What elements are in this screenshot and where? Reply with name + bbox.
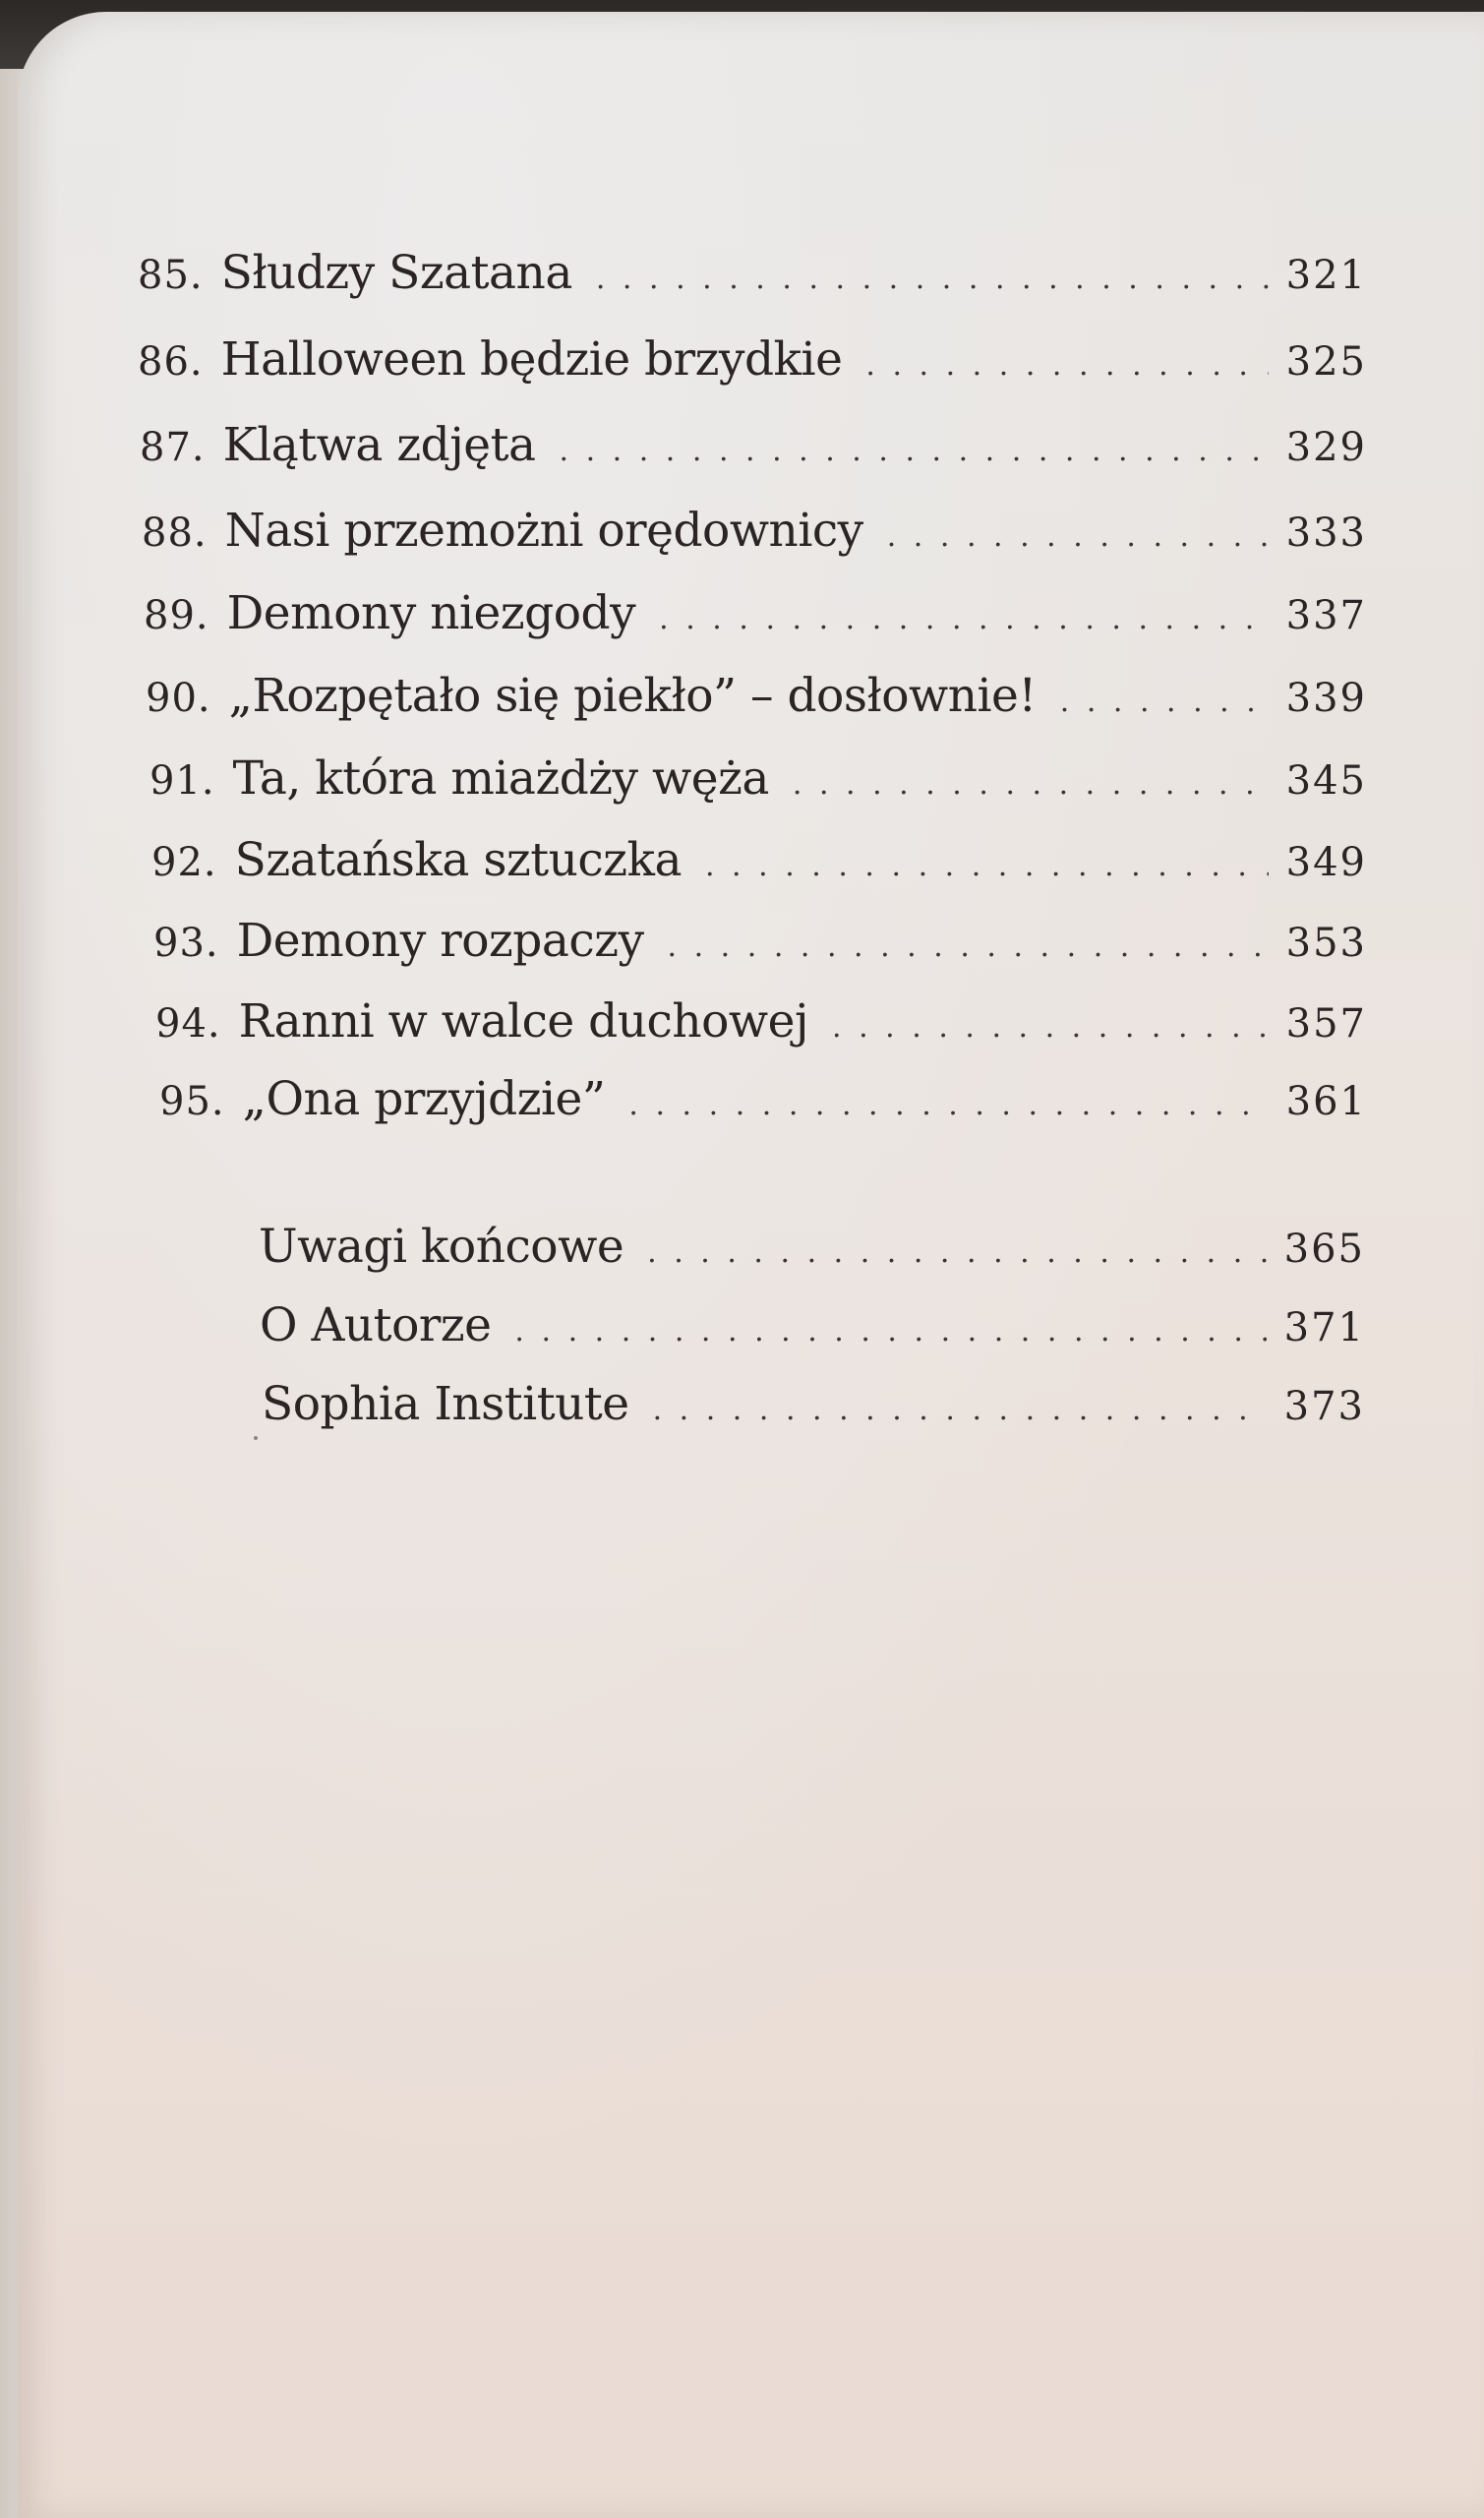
chapter-title: Ta, która miażdży węża xyxy=(232,751,769,806)
chapter-title: Demony rozpaczy xyxy=(236,914,644,968)
dot-leader xyxy=(668,929,1269,964)
section-title: Uwagi końcowe xyxy=(259,1220,624,1274)
section-title: O Autorze xyxy=(260,1298,492,1352)
chapter-number: 93. xyxy=(153,921,219,966)
page-number: 365 xyxy=(1283,1227,1365,1272)
dot-leader xyxy=(647,1235,1267,1270)
dot-leader xyxy=(832,1010,1269,1045)
dot-leader xyxy=(596,262,1269,296)
chapter-title: Halloween będzie brzydkie xyxy=(220,332,843,387)
page-number: 333 xyxy=(1285,510,1367,556)
toc-entry-endnotes xyxy=(259,1220,1365,1279)
chapter-title: Nasi przemożni orędownicy xyxy=(224,504,863,558)
chapter-number: 94. xyxy=(155,1001,221,1047)
book-page xyxy=(18,12,1484,2518)
toc-entry-92 xyxy=(151,833,1367,892)
dot-leader xyxy=(793,767,1269,802)
dot-leader xyxy=(1060,685,1269,719)
toc-entry-90 xyxy=(146,669,1367,728)
page-number: 353 xyxy=(1285,921,1367,966)
toc-entry-sophia-institute xyxy=(262,1377,1365,1436)
page-number: 361 xyxy=(1285,1079,1367,1124)
dot-leader xyxy=(653,1393,1267,1427)
toc-entry-87 xyxy=(140,418,1367,477)
page-number: 339 xyxy=(1285,676,1367,721)
toc-entry-85 xyxy=(138,246,1367,305)
section-title: Sophia Institute xyxy=(262,1377,629,1431)
chapter-number: 85. xyxy=(138,253,204,298)
page-number: 349 xyxy=(1285,840,1367,885)
chapter-title: „Rozpętało się piekło” – dosłownie! xyxy=(228,669,1037,723)
dot-leader xyxy=(514,1314,1266,1349)
chapter-number: 87. xyxy=(140,425,206,470)
page-number: 371 xyxy=(1283,1305,1365,1350)
toc-entry-91 xyxy=(149,751,1367,810)
chapter-number: 91. xyxy=(149,758,215,804)
toc-entry-88 xyxy=(142,504,1367,563)
chapter-title: Ranni w walce duchowej xyxy=(238,994,809,1049)
chapter-number: 90. xyxy=(146,676,211,721)
toc-entry-95 xyxy=(159,1072,1367,1131)
table-of-contents xyxy=(18,12,1484,2518)
page-number: 321 xyxy=(1285,253,1367,298)
toc-entry-93 xyxy=(153,914,1367,973)
toc-entry-about-author xyxy=(260,1298,1365,1357)
dot-leader xyxy=(659,602,1268,636)
chapter-title: Klątwa zdjęta xyxy=(222,418,536,472)
chapter-title: Słudzy Szatana xyxy=(220,246,572,300)
chapter-title: „Ona przyjdzie” xyxy=(242,1072,606,1126)
paper-speck xyxy=(254,1436,258,1440)
page-number: 329 xyxy=(1285,425,1367,470)
chapter-number: 95. xyxy=(159,1079,225,1124)
dot-leader xyxy=(865,348,1268,383)
toc-entry-94 xyxy=(155,994,1367,1053)
dot-leader xyxy=(628,1088,1268,1122)
page-number: 373 xyxy=(1283,1384,1365,1429)
toc-entry-86 xyxy=(138,332,1367,391)
chapter-number: 88. xyxy=(142,510,208,556)
page-number: 357 xyxy=(1285,1001,1367,1047)
page-number: 337 xyxy=(1285,593,1367,638)
page-number: 345 xyxy=(1285,758,1367,804)
dot-leader xyxy=(705,849,1269,883)
chapter-number: 86. xyxy=(138,339,204,385)
page-number: 325 xyxy=(1285,339,1367,385)
chapter-title: Demony niezgody xyxy=(226,586,636,640)
dot-leader xyxy=(887,519,1269,554)
chapter-number: 92. xyxy=(151,840,217,885)
chapter-number: 89. xyxy=(144,593,209,638)
toc-entry-89 xyxy=(144,586,1367,645)
dot-leader xyxy=(560,434,1269,468)
chapter-title: Szatańska sztuczka xyxy=(234,833,682,887)
